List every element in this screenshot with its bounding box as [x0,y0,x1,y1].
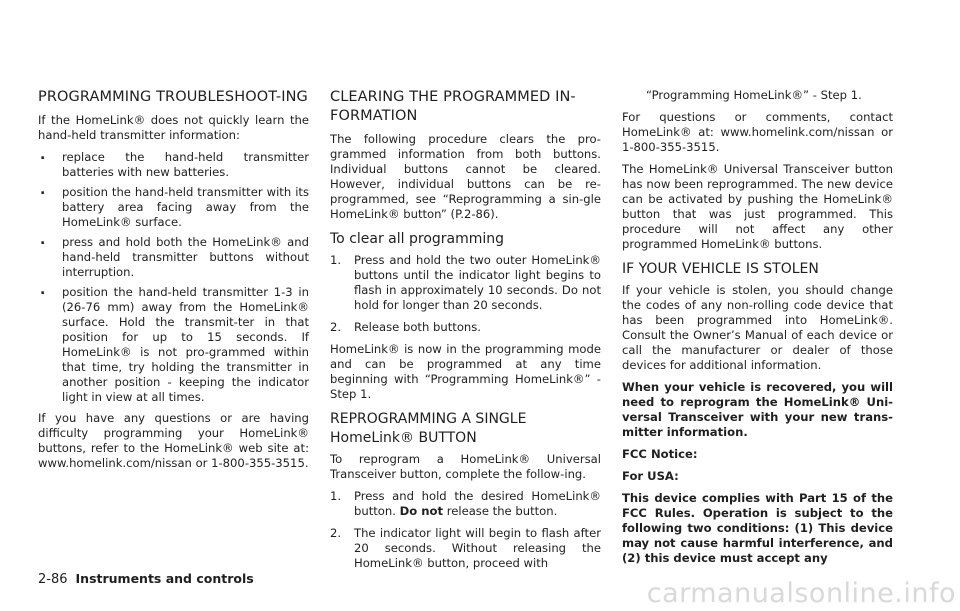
step-text: Press and hold the two outer HomeLink® buttons until the indicator light begins to flash in approximately 10 seconds. Do not hold for longer than 20 seconds. [354,253,601,312]
step-continuation: “Programming HomeLink®” - Step 1. [646,88,862,102]
reprogram-steps [330,489,601,571]
reprogrammed-text: The HomeLink® Universal Transceiver button has now been reprogrammed. The new device can be activated by pushing the HomeLink® button that was just programmed. This procedure will not affect any other programmed HomeLink® buttons. [622,162,893,251]
step-text: release the button. [446,504,558,518]
step-item [330,320,601,335]
troubleshooting-heading: PROGRAMMING TROUBLESHOOT-ING [38,89,308,105]
fcc-usa-label: For USA: [622,469,679,483]
clear-all-subheading: To clear all programming [330,231,505,247]
step-number: 1. [330,253,342,267]
step-item [330,489,601,519]
recovered-text: When your vehicle is recovered, you will need to reprogram the HomeLink® Uni-versal Transceiver with your new trans-mitter information. [622,380,893,439]
watermark: carmanualsonline.info [646,578,956,609]
step-text: Release both buttons. [354,320,481,334]
troubleshooting-bullets [38,150,309,405]
bullet-item: . replace the hand-held transmitter batteries with new batteries. [38,150,309,180]
column-1 [38,88,309,478]
troubleshooting-intro: If the HomeLink® does not quickly learn the hand-held transmitter information: [38,113,309,142]
page-footer [38,571,254,587]
contact-text: For questions or comments, contact HomeLink® at: www.homelink.com/nissan or 1-800-355-3515. [622,110,893,154]
column-3 [622,88,893,573]
fcc-notice-label: FCC Notice: [622,447,698,461]
bullet-item: . position the hand-held transmitter with its battery area facing away from the HomeLink® surface. [38,185,309,230]
troubleshooting-closing: If you have any questions or are having difficulty programming your HomeLink® buttons, refer to the HomeLink® web site at: www.homelink.com/nissan or 1-800-355-3515. [38,411,309,470]
section-title: Instruments and controls [75,571,254,586]
fcc-compliance-text: This device complies with Part 15 of the FCC Rules. Operation is subject to the following two conditions: (1) This device may not cause harmful interference, and (2) this device must accept any [622,491,893,565]
step-number: 2. [330,320,342,334]
clearing-intro: The following procedure clears the pro-grammed information from both buttons. Individual buttons cannot be cleared. However, individual buttons can be re-programmed, see “Reprogramming a sin-gle HomeLink® button” (P.2-86). [330,132,601,221]
programming-mode-text: HomeLink® is now in the programming mode and can be programmed at any time beginning with “Programming HomeLink®” - Step 1. [330,342,601,401]
stolen-text: If your vehicle is stolen, you should change the codes of any non-rolling code device that has been programmed into HomeLink®. Consult the Owner’s Manual of each device or call the manufacturer or dealer of those devices for additional information. [622,283,893,372]
bullet-item: . position the hand-held transmitter 1-3 in (26-76 mm) away from the HomeLink® surface. Hold the transmit-ter in that position for up to 15 seconds. If HomeLink® is not pro-grammed within that time, try holding the transmitter in another position - keeping the indicator light in view at all times. [38,285,309,405]
page-number: 2-86 [38,572,68,587]
step-item [330,253,601,313]
step-text: The indicator light will begin to flash after 20 seconds. Without releasing the HomeLink® button, proceed with [354,526,601,570]
stolen-heading: IF YOUR VEHICLE IS STOLEN [622,261,819,277]
step-number: 1. [330,489,342,503]
step-text: Press and hold the desired HomeLink® button. [354,489,601,518]
reprogramming-intro: To reprogram a HomeLink® Universal Transceiver button, complete the follow-ing. [330,452,601,481]
step-emphasis: Do not [399,504,444,518]
step-number: 2. [330,526,342,540]
bullet-item: . press and hold both the HomeLink® and hand-held transmitter buttons without interruption. [38,235,309,280]
clearing-heading: CLEARING THE PROGRAMMED IN-FORMATION [330,89,576,124]
clear-steps [330,253,601,335]
column-2 [330,88,601,578]
reprogramming-heading: REPROGRAMMING A SINGLE HomeLink® BUTTON [330,411,527,446]
step-item [330,526,601,571]
